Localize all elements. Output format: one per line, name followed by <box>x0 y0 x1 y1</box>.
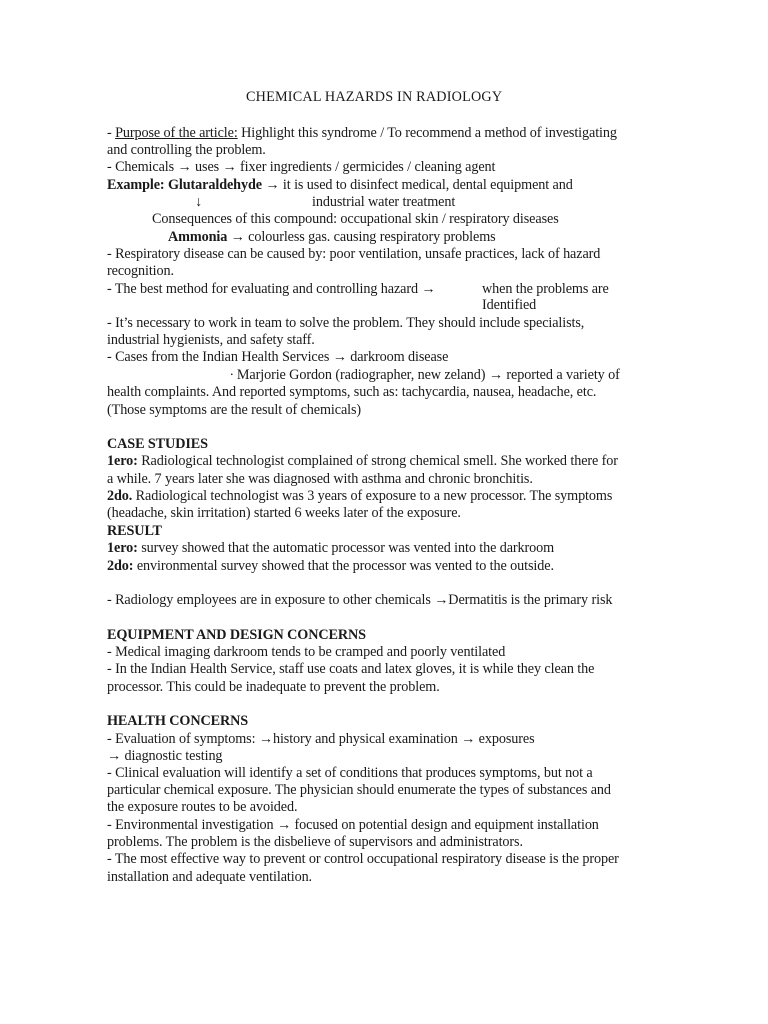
equipment-line-3: processor. This could be inadequate to prevent the problem. <box>107 679 440 695</box>
purpose-line <box>107 125 617 142</box>
document-title: CHEMICAL HAZARDS IN RADIOLOGY <box>246 89 503 105</box>
result-1-label: 1ero: <box>107 540 138 556</box>
respiratory-line-cont: recognition. <box>107 263 174 279</box>
cases-line: - Cases from the Indian Health Services → darkroom disease <box>107 349 449 365</box>
case-1-label: 1ero: <box>107 453 138 469</box>
case-studies-heading: CASE STUDIES <box>107 436 208 452</box>
result-2-label: 2do: <box>107 558 134 574</box>
example-label: Example: Glutaraldehyde <box>107 177 262 193</box>
other-chemicals-line: - Radiology employees are in exposure to other chemicals →Dermatitis is the primary risk <box>107 592 613 608</box>
team-line: - It’s necessary to work in team to solve the problem. They should include specialists, <box>107 315 585 331</box>
health-line-3: - Clinical evaluation will identify a set of conditions that produces symptoms, but not a <box>107 765 593 781</box>
purpose-text-cont: and controlling the problem. <box>107 142 266 158</box>
best-method-line: - The best method for evaluating and controlling hazard → <box>107 281 436 297</box>
health-heading: HEALTH CONCERNS <box>107 713 249 729</box>
case-2-label: 2do. <box>107 488 133 504</box>
example-text: → it is used to disinfect medical, dental equipment and <box>261 177 573 193</box>
ammonia-label: Ammonia <box>168 229 228 245</box>
down-arrow: ↓ <box>195 194 202 210</box>
case-1-line <box>107 453 618 470</box>
health-line-8: - The most effective way to prevent or control occupational respiratory disease is the proper <box>107 851 619 867</box>
when-problems-text: when the problems are <box>482 281 609 297</box>
identified-text: Identified <box>482 297 537 313</box>
health-line-7: problems. The problem is the disbelieve of supervisors and administrators. <box>107 834 523 850</box>
purpose-prefix: - <box>107 125 116 141</box>
case-1-line-cont: a while. 7 years later she was diagnosed with asthma and chronic bronchitis. <box>107 471 533 487</box>
equipment-heading: EQUIPMENT AND DESIGN CONCERNS <box>107 627 366 643</box>
respiratory-line: - Respiratory disease can be caused by: poor ventilation, unsafe practices, lack of hazard <box>107 246 601 262</box>
health-line-4: particular chemical exposure. The physician should enumerate the types of substances and <box>107 782 611 798</box>
health-line-1: - Evaluation of symptoms: →history and physical examination → exposures <box>107 731 535 747</box>
case-1-text: Radiological technologist complained of strong chemical smell. She worked there for <box>137 453 618 469</box>
team-line-cont: industrial hygienists, and safety staff. <box>107 332 315 348</box>
result-2-line <box>107 558 554 575</box>
example-line <box>107 177 573 194</box>
marjorie-line: ∙ Marjorie Gordon (radiographer, new zeland) → reported a variety of <box>230 367 620 383</box>
health-line-5: the exposure routes to be avoided. <box>107 799 298 815</box>
chemicals-line: - Chemicals → uses → fixer ingredients / germicides / cleaning agent <box>107 159 496 175</box>
symptoms-note-line: (Those symptoms are the result of chemicals) <box>107 402 362 418</box>
purpose-text: Highlight this syndrome / To recommend a method of investigating <box>237 125 617 141</box>
equipment-line-1: - Medical imaging darkroom tends to be cramped and poorly ventilated <box>107 644 506 660</box>
ammonia-line <box>168 229 496 246</box>
health-line-6: - Environmental investigation → focused on potential design and equipment installation <box>107 817 599 833</box>
result-heading: RESULT <box>107 523 162 539</box>
health-complaints-line: health complaints. And reported symptoms, such as: tachycardia, nausea, headache, etc. <box>107 384 597 400</box>
result-1-line <box>107 540 554 557</box>
health-line-9: installation and adequate ventilation. <box>107 869 313 885</box>
consequences-line: Consequences of this compound: occupational skin / respiratory diseases <box>152 211 559 227</box>
ammonia-text: → colourless gas. causing respiratory problems <box>227 229 496 245</box>
case-2-line <box>107 488 612 505</box>
result-2-text: environmental survey showed that the processor was vented to the outside. <box>133 558 554 574</box>
case-2-text: Radiological technologist was 3 years of exposure to a new processor. The symptoms <box>132 488 613 504</box>
equipment-line-2: - In the Indian Health Service, staff use coats and latex gloves, it is while they clean the <box>107 661 595 677</box>
case-2-line-cont: (headache, skin irritation) started 6 weeks later of the exposure. <box>107 505 461 521</box>
result-1-text: survey showed that the automatic processor was vented into the darkroom <box>137 540 555 556</box>
purpose-label: Purpose of the article: <box>115 125 238 141</box>
health-line-2: → diagnostic testing <box>107 748 223 764</box>
industrial-line: industrial water treatment <box>312 194 456 210</box>
